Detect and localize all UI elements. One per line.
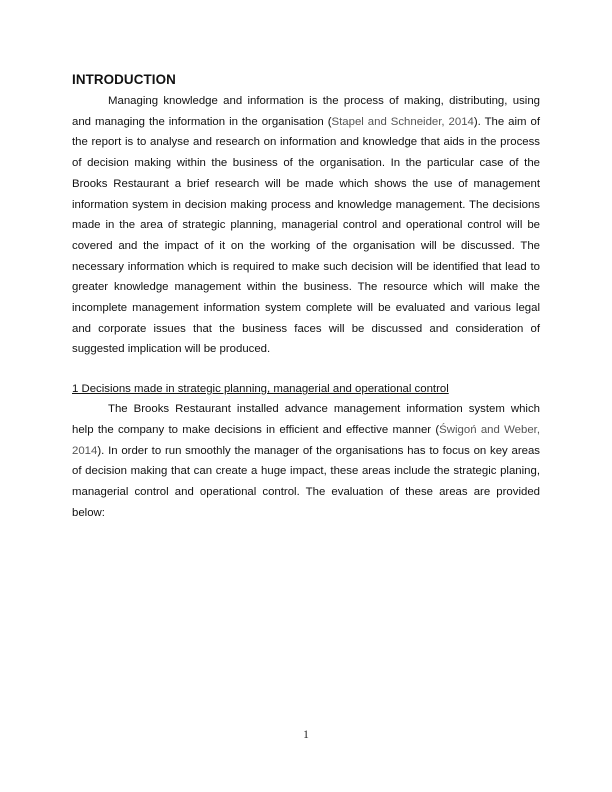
intro-paragraph [72, 91, 540, 360]
section1-paragraph [72, 399, 540, 523]
intro-text-part1: Managing knowledge and information is the process of making, distributing, using and managing the information in the organisation ( [72, 95, 540, 128]
citation-stapel-schneider: Stapel and Schneider, 2014 [331, 115, 474, 128]
section-heading-introduction: INTRODUCTION [72, 72, 176, 87]
page-number: 1 [303, 729, 309, 741]
citation-swigon-weber: Świgoń and Weber, 2014 [72, 423, 540, 457]
section-title-decisions: 1 Decisions made in strategic planning, managerial and operational control [72, 383, 449, 396]
page-content [72, 70, 540, 523]
section1-text-part2: ). In order to run smoothly the manager of the organisations has to focus on key areas of decision making that can create a huge impact, these areas include the strategic planing, managerial control and operational control. The evaluation of these areas are provided below: [72, 444, 540, 519]
intro-text-part2: ). The aim of the report is to analyse and research on information and knowledge that aids in the process of decision making within the business of the organisation. In the particular case of the Brooks Restaurant a brief research will be made which shows the use of management information system in decision making process and knowledge management. The decisions made in the area of strategic planning, managerial control and operational control will be covered and the impact of it on the working of the organisation will be discussed. The necessary information which is required to make such decision will be identified that lead to greater knowledge management within the business. The resource which will make the incomplete management information system complete will be evaluated and various legal and corporate issues that the business faces will be discussed and consideration of suggested implication will be produced. [72, 115, 540, 356]
section1-text-part1: The Brooks Restaurant installed advance management information system which help the company to make decisions in efficient and effective manner ( [72, 403, 540, 436]
